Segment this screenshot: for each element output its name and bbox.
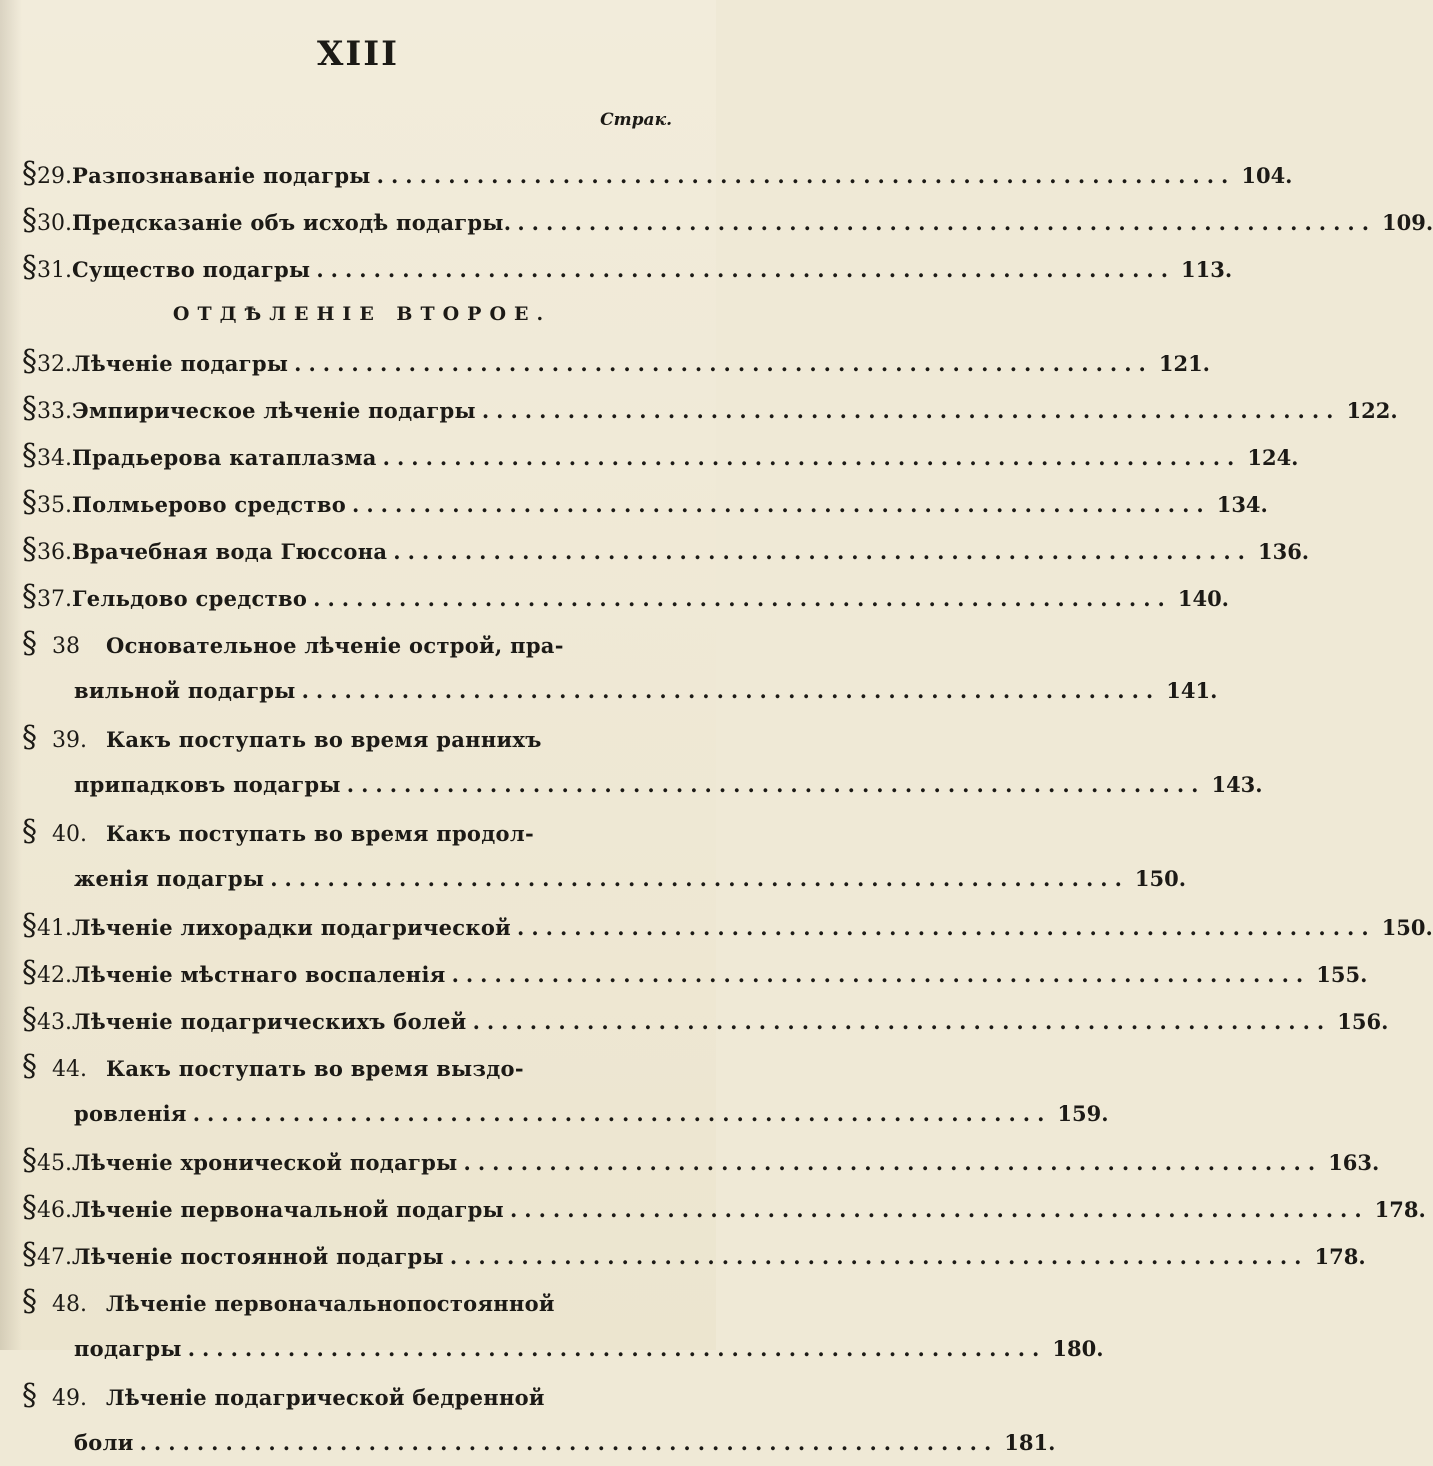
toc-entry [22, 1184, 1426, 1231]
toc-entry-line [22, 1043, 682, 1090]
toc-entry [22, 338, 1210, 385]
section-sign-icon: § [22, 720, 37, 755]
page-reference: 109. [1382, 210, 1433, 235]
toc-entry-line [22, 1231, 1366, 1278]
section-number: 45. [37, 1151, 72, 1176]
toc-entry-line [22, 1419, 1056, 1466]
section-number: 38 [52, 634, 80, 659]
section-sign-icon: § [22, 485, 37, 520]
dot-leader: ............................................................ [463, 1150, 1323, 1175]
section-number: 42. [37, 963, 72, 988]
toc-entry [22, 949, 1368, 996]
section-sign-icon: § [22, 1284, 37, 1319]
toc-entry-line [22, 1278, 682, 1325]
toc-entry [22, 479, 1268, 526]
dot-leader: ............................................................ [346, 772, 1206, 797]
toc-entry-line [22, 1090, 1109, 1137]
toc-entry-line [22, 808, 682, 855]
section-sign-icon: § [22, 1143, 37, 1178]
toc-entry [22, 150, 1293, 197]
toc-entry-line [22, 714, 682, 761]
toc-entry-line [22, 338, 1210, 385]
toc-entry-line [22, 197, 1433, 244]
section-sign-icon: § [22, 203, 37, 238]
entry-title: Какъ поступать во время продол- [106, 821, 534, 846]
entry-title: Эмпирическое лѣченiе подагры [72, 398, 476, 423]
toc-entry [22, 526, 1310, 573]
toc-entry [22, 808, 1187, 902]
toc-entry [22, 244, 1233, 291]
toc-entry [22, 1372, 1056, 1466]
entry-title: Лѣченiе подагры [72, 351, 289, 376]
page-reference: 181. [1004, 1430, 1056, 1455]
section-sign-icon: § [22, 1190, 37, 1225]
dot-leader: ............................................................ [451, 962, 1311, 987]
toc-entry [22, 197, 1433, 244]
section-sign-icon: § [22, 1237, 37, 1272]
section-number: 34. [37, 446, 72, 471]
page-reference: 150. [1381, 915, 1433, 940]
section-number: 39. [52, 728, 87, 753]
entry-title: Разпознаванiе подагры [72, 163, 371, 188]
section-number: 43. [37, 1010, 72, 1035]
section-sign-icon: § [22, 391, 37, 426]
entry-title: Лѣченiе подагрическихъ болей [72, 1009, 467, 1034]
toc-entry-line [22, 1372, 682, 1419]
dot-leader: ............................................................ [509, 1197, 1369, 1222]
entry-title: Лѣченiе первоначальнопостоянной [106, 1291, 555, 1316]
entry-title: Лѣченiе постоянной подагры [72, 1244, 444, 1269]
toc-entry [22, 385, 1398, 432]
toc-entry-line [22, 620, 682, 667]
dot-leader: ............................................................ [192, 1101, 1052, 1126]
toc-entry [22, 902, 1433, 949]
entry-title: Основательное лѣченiе острой, пра- [106, 633, 564, 658]
page-reference: 150. [1134, 866, 1187, 891]
section-sign-icon: § [22, 1378, 37, 1413]
toc-entry [22, 1043, 1109, 1137]
entry-title: Лѣченiе мѣстнаго воспаленiя [72, 962, 446, 987]
page-reference: 124. [1247, 445, 1299, 470]
page-number: XIII [316, 34, 400, 74]
section-sign-icon: § [22, 156, 37, 191]
table-of-contents [22, 150, 1433, 1466]
toc-entry-line [22, 1137, 1380, 1184]
entry-title: Лѣченiе подагрической бедренной [106, 1385, 545, 1410]
entry-title: Существо подагры [72, 257, 311, 282]
section-sign-icon: § [22, 579, 37, 614]
page-reference: 104. [1241, 163, 1293, 188]
page-reference: 178. [1374, 1197, 1426, 1222]
toc-section-2 [22, 338, 1433, 1466]
toc-entry-line [22, 902, 1433, 949]
section-number: 30. [37, 211, 72, 236]
page-reference: 134. [1216, 492, 1268, 517]
toc-entry [22, 714, 1263, 808]
section-number: 46. [37, 1198, 72, 1223]
section-number: 32. [37, 352, 72, 377]
toc-entry-line [22, 150, 1293, 197]
section-number: 37. [37, 587, 72, 612]
toc-entry [22, 432, 1299, 479]
section-number: 47. [37, 1245, 72, 1270]
entry-title: вильной подагры [74, 678, 296, 703]
entry-title: Прадьерова катаплазма [72, 445, 377, 470]
entry-title: ровленiя [74, 1101, 187, 1126]
section-number: 48. [52, 1292, 87, 1317]
entry-title: Врачебная вода Гюссона [72, 539, 388, 564]
dot-leader: ............................................................ [517, 915, 1376, 940]
entry-title: Лѣченiе хронической подагры [72, 1150, 458, 1175]
toc-entry [22, 620, 1218, 714]
dot-leader: ............................................................ [301, 678, 1161, 703]
toc-entry-line [22, 855, 1187, 902]
dot-leader: ............................................................ [481, 398, 1341, 423]
page-reference: 155. [1316, 962, 1368, 987]
page-reference: 140. [1177, 586, 1229, 611]
section-sign-icon: § [22, 250, 37, 285]
dot-leader: ............................................................ [449, 1244, 1309, 1269]
entry-title: припадковъ подагры [74, 772, 341, 797]
dot-leader: ............................................................ [139, 1430, 999, 1455]
entry-title: боли [74, 1430, 134, 1455]
toc-entry-line [22, 432, 1299, 479]
dot-leader: ............................................................ [382, 445, 1242, 470]
toc-entry [22, 1137, 1380, 1184]
section-number: 36. [37, 540, 72, 565]
division-heading: ОТДѢЛЕНIЕ ВТОРОЕ. [172, 303, 552, 325]
section-number: 49. [52, 1386, 87, 1411]
section-sign-icon: § [22, 1002, 37, 1037]
dot-leader: ............................................................ [270, 866, 1129, 891]
toc-entry-line [22, 996, 1389, 1043]
section-sign-icon: § [22, 344, 37, 379]
dot-leader: ............................................................ [316, 257, 1176, 282]
dot-leader: ............................................................ [187, 1336, 1047, 1361]
toc-entry-line [22, 385, 1398, 432]
section-sign-icon: § [22, 1049, 37, 1084]
page-reference: 122. [1346, 398, 1398, 423]
toc-entry-line [22, 667, 1218, 714]
entry-title: подагры [74, 1336, 182, 1361]
entry-title: Предсказанiе объ исходѣ подагры. [72, 210, 512, 235]
section-sign-icon: § [22, 955, 37, 990]
page-reference: 163. [1328, 1150, 1380, 1175]
entry-title: Какъ поступать во время выздо- [106, 1056, 524, 1081]
toc-entry [22, 1278, 1104, 1372]
dot-leader: ............................................................ [517, 210, 1377, 235]
section-number: 44. [52, 1057, 87, 1082]
page-reference: 136. [1257, 539, 1310, 564]
page-reference: 180. [1052, 1336, 1104, 1361]
toc-section-1 [22, 150, 1433, 291]
entry-title: Лѣченiе первоначальной подагры [72, 1197, 504, 1222]
section-number: 41. [37, 916, 72, 941]
toc-entry-line [22, 1325, 1104, 1372]
section-number: 31. [37, 258, 72, 283]
toc-entry-line [22, 573, 1229, 620]
toc-entry [22, 573, 1229, 620]
page-reference: 121. [1158, 351, 1210, 376]
page-reference: 143. [1211, 772, 1263, 797]
entry-title: женiя подагры [74, 866, 265, 891]
page-reference: 156. [1337, 1009, 1389, 1034]
toc-entry [22, 996, 1389, 1043]
entry-title: Лѣченiе лихорадки подагрической [72, 915, 512, 940]
page-reference: 159. [1057, 1101, 1109, 1126]
dot-leader: ............................................................ [393, 539, 1252, 564]
section-sign-icon: § [22, 532, 37, 567]
section-number: 35. [37, 493, 72, 518]
dot-leader: ............................................................ [313, 586, 1172, 611]
toc-entry-line [22, 526, 1310, 573]
toc-entry-line [22, 949, 1368, 996]
entry-title: Какъ поступать во время раннихъ [106, 727, 542, 752]
entry-title: Гельдово средство [72, 586, 308, 611]
dot-leader: ............................................................ [294, 351, 1153, 376]
dot-leader: ............................................................ [352, 492, 1211, 517]
toc-entry-line [22, 244, 1233, 291]
section-number: 33. [37, 399, 72, 424]
toc-entry [22, 1231, 1366, 1278]
page-reference: 113. [1181, 257, 1233, 282]
toc-entry-line [22, 761, 1263, 808]
page-column-label: Страк. [600, 110, 672, 130]
section-sign-icon: § [22, 908, 37, 943]
dot-leader: ............................................................ [472, 1009, 1332, 1034]
page-reference: 178. [1314, 1244, 1366, 1269]
section-sign-icon: § [22, 438, 37, 473]
section-number: 40. [52, 822, 87, 847]
dot-leader: ............................................................ [376, 163, 1236, 188]
section-sign-icon: § [22, 814, 37, 849]
section-number: 29. [37, 164, 72, 189]
entry-title: Полмьерово средство [72, 492, 347, 517]
page-reference: 141. [1166, 678, 1218, 703]
section-sign-icon: § [22, 626, 37, 661]
toc-entry-line [22, 1184, 1426, 1231]
toc-entry-line [22, 479, 1268, 526]
